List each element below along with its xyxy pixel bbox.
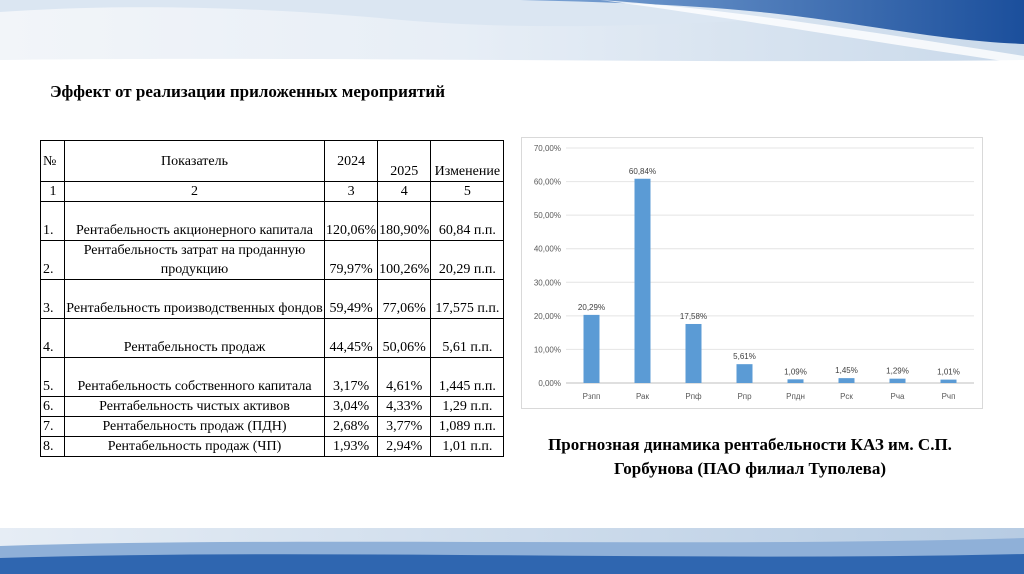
table-cell: 1,445 п.п. bbox=[431, 358, 504, 397]
y-tick-label: 40,00% bbox=[533, 244, 561, 254]
table-row bbox=[41, 241, 504, 280]
table-cell: Рентабельность чистых активов bbox=[65, 397, 325, 417]
x-tick-label: Рак bbox=[635, 392, 650, 401]
data-label: 1,45% bbox=[835, 366, 858, 376]
table-cell: 4,33% bbox=[378, 397, 431, 417]
indicators-table bbox=[40, 140, 504, 457]
table-cell: 180,90% bbox=[378, 202, 431, 241]
bar bbox=[890, 379, 906, 383]
table-cell: 3. bbox=[41, 280, 65, 319]
x-tick-label: Рзпп bbox=[582, 392, 601, 401]
y-tick-label: 30,00% bbox=[533, 278, 561, 288]
table-numbers-row bbox=[41, 182, 504, 202]
table-cell: 4,61% bbox=[378, 358, 431, 397]
y-tick-label: 50,00% bbox=[533, 211, 561, 221]
table-cell: 2,68% bbox=[325, 417, 378, 437]
bar bbox=[686, 324, 702, 383]
table-cell: 2. bbox=[41, 241, 65, 280]
table-row bbox=[41, 437, 504, 457]
table-cell: Рентабельность продаж (ПДН) bbox=[65, 417, 325, 437]
table-row bbox=[41, 358, 504, 397]
x-tick-label: Рчп bbox=[941, 392, 956, 401]
x-tick-label: Рпдн bbox=[786, 392, 805, 401]
table-cell: 3,04% bbox=[325, 397, 378, 417]
slide-title: Эффект от реализации приложенных мероприятий bbox=[50, 82, 446, 101]
table-cell: 6. bbox=[41, 397, 65, 417]
table-cell: 17,575 п.п. bbox=[431, 280, 504, 319]
table-cell: 100,26% bbox=[378, 241, 431, 280]
table-cell: 59,49% bbox=[325, 280, 378, 319]
table-cell: 4 bbox=[378, 182, 431, 202]
table-cell: 1. bbox=[41, 202, 65, 241]
table-row bbox=[41, 319, 504, 358]
table-cell: 3,77% bbox=[378, 417, 431, 437]
bar bbox=[635, 179, 651, 383]
table-cell: 2,94% bbox=[378, 437, 431, 457]
table-cell: 1,29 п.п. bbox=[431, 397, 504, 417]
table-cell: 20,29 п.п. bbox=[431, 241, 504, 280]
footer-decoration bbox=[0, 528, 1024, 574]
bar bbox=[788, 379, 804, 383]
table-cell: Рентабельность акционерного капитала bbox=[65, 202, 325, 241]
chart-svg bbox=[522, 138, 982, 408]
bar bbox=[737, 364, 753, 383]
y-tick-label: 0,00% bbox=[538, 379, 561, 388]
table-cell: 3,17% bbox=[325, 358, 378, 397]
x-tick-label: Рпр bbox=[737, 392, 752, 401]
table-cell: 5. bbox=[41, 358, 65, 397]
table-cell: 77,06% bbox=[378, 280, 431, 319]
table-cell: 5,61 п.п. bbox=[431, 319, 504, 358]
table-cell: 8. bbox=[41, 437, 65, 457]
table-cell: 5 bbox=[431, 182, 504, 202]
data-label: 1,09% bbox=[784, 367, 807, 377]
x-tick-label: Рск bbox=[840, 392, 853, 401]
header-change: Изменение bbox=[431, 141, 504, 182]
y-tick-label: 20,00% bbox=[533, 311, 561, 321]
y-tick-label: 10,00% bbox=[533, 345, 561, 355]
table-row bbox=[41, 280, 504, 319]
table-row bbox=[41, 417, 504, 437]
header-number: № bbox=[41, 141, 65, 182]
data-label: 1,01% bbox=[937, 367, 960, 377]
table-cell: 1,93% bbox=[325, 437, 378, 457]
x-tick-label: Рпф bbox=[685, 392, 702, 401]
table-cell: 44,45% bbox=[325, 319, 378, 358]
table-header-row bbox=[41, 141, 504, 182]
table-cell: 1,089 п.п. bbox=[431, 417, 504, 437]
table-cell: 50,06% bbox=[378, 319, 431, 358]
table-cell: 4. bbox=[41, 319, 65, 358]
data-label: 1,29% bbox=[886, 366, 909, 376]
table-cell: 120,06% bbox=[325, 202, 378, 241]
data-label: 60,84% bbox=[628, 166, 657, 176]
table-cell: 60,84 п.п. bbox=[431, 202, 504, 241]
chart-caption: Прогнозная динамика рентабельности КАЗ им. С.П. Горбунова (ПАО филиал Туполева) bbox=[548, 435, 952, 478]
table-cell: 2 bbox=[65, 182, 325, 202]
table-cell: 7. bbox=[41, 417, 65, 437]
header-2024: 2024 bbox=[325, 141, 378, 182]
data-label: 5,61% bbox=[733, 352, 756, 362]
x-tick-label: Рча bbox=[890, 392, 905, 401]
y-tick-label: 70,00% bbox=[533, 144, 561, 153]
bar bbox=[839, 378, 855, 383]
table-cell: Рентабельность затрат на проданную продукцию bbox=[65, 241, 325, 280]
header-decoration bbox=[0, 0, 1024, 66]
y-tick-label: 60,00% bbox=[533, 177, 561, 187]
table-cell: Рентабельность производственных фондов bbox=[65, 280, 325, 319]
data-label: 20,29% bbox=[577, 302, 606, 312]
bar bbox=[584, 315, 600, 383]
table-cell: 79,97% bbox=[325, 241, 378, 280]
table-cell: 1,01 п.п. bbox=[431, 437, 504, 457]
table-cell: Рентабельность продаж (ЧП) bbox=[65, 437, 325, 457]
table-row bbox=[41, 397, 504, 417]
table-row bbox=[41, 202, 504, 241]
table-cell: 3 bbox=[325, 182, 378, 202]
profitability-chart bbox=[521, 137, 983, 409]
header-2025: 2025 bbox=[378, 141, 431, 182]
header-indicator: Показатель bbox=[65, 141, 325, 182]
table-cell: 1 bbox=[41, 182, 65, 202]
bar bbox=[941, 380, 957, 383]
table-cell: Рентабельность продаж bbox=[65, 319, 325, 358]
table-cell: Рентабельность собственного капитала bbox=[65, 358, 325, 397]
data-label: 17,58% bbox=[679, 311, 708, 321]
